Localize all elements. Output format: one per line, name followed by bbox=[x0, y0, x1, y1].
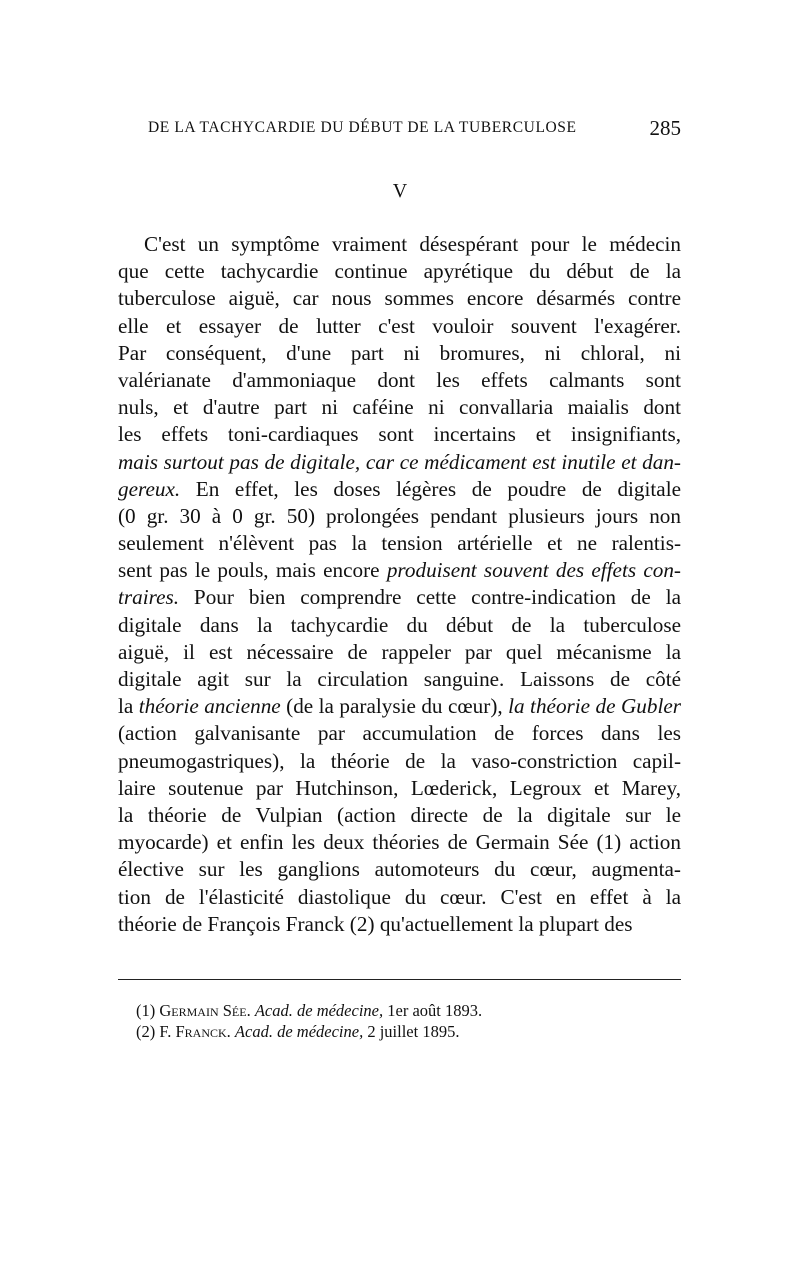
footnote bbox=[136, 1000, 681, 1021]
footnote-date: 2 juillet 1895. bbox=[367, 1022, 460, 1041]
text-line: théorie de François Franck (2) qu'actuellement la plupart des bbox=[118, 911, 633, 936]
page-number: 285 bbox=[649, 116, 681, 140]
footnote-date: 1er août 1893. bbox=[387, 1001, 483, 1020]
footnote-marker: (2) bbox=[136, 1022, 156, 1041]
running-header bbox=[148, 116, 681, 140]
text-line: traires. Pour bien comprendre cette contre-indication de la bbox=[118, 585, 681, 610]
text-line: aiguë, il est nécessaire de rappeler par quel mécanisme la bbox=[118, 639, 681, 664]
text-line: tion de l'élasticité diastolique du cœur. C'est en effet à la bbox=[118, 884, 681, 909]
text-line-italic: mais surtout pas de digitale, car ce médicament est inutile et dan- bbox=[118, 449, 681, 474]
text-line: nuls, et d'autre part ni caféine ni convallaria maialis dont bbox=[118, 395, 681, 420]
footnote-divider bbox=[118, 979, 681, 980]
section-number: V bbox=[392, 180, 408, 202]
text-line: les effets toni-cardiaques sont incertains et insignifiants, bbox=[118, 422, 681, 447]
body-text bbox=[118, 231, 681, 938]
footnote-author: Germain Sée. bbox=[159, 1001, 251, 1020]
running-title: DE LA TACHYCARDIE DU DÉBUT DE LA TUBERCULOSE bbox=[148, 119, 577, 136]
text-line: sent pas le pouls, mais encore produisent souvent des effets con- bbox=[118, 558, 681, 583]
footnote bbox=[136, 1021, 681, 1042]
text-line: que cette tachycardie continue apyrétique du début de la bbox=[118, 259, 681, 284]
text-line: la théorie ancienne (de la paralysie du cœur), la théorie de Gubler bbox=[118, 694, 681, 719]
text-line: digitale dans la tachycardie du début de la tuberculose bbox=[118, 612, 681, 637]
text-line: seulement n'élèvent pas la tension artérielle et ne ralentis- bbox=[118, 531, 681, 556]
footnote-source: Acad. de médecine, bbox=[254, 1001, 384, 1020]
text-line: (0 gr. 30 à 0 gr. 50) prolongées pendant plusieurs jours non bbox=[118, 503, 681, 528]
text-line: C'est un symptôme vraiment désespérant pour le médecin bbox=[144, 232, 681, 256]
text-line: gereux. En effet, les doses légères de poudre de digitale bbox=[118, 476, 681, 501]
text-line: elle et essayer de lutter c'est vouloir souvent l'exagérer. bbox=[118, 313, 681, 338]
footnote-author: F. Franck. bbox=[159, 1022, 231, 1041]
text-line: digitale agit sur la circulation sanguine. Laissons de côté bbox=[118, 667, 681, 691]
footnote-marker: (1) bbox=[136, 1001, 156, 1020]
text-line: Par conséquent, d'une part ni bromures, ni chloral, ni bbox=[118, 340, 681, 365]
footnotes bbox=[136, 1000, 681, 1042]
text-line: pneumogastriques), la théorie de la vaso-constriction capil- bbox=[118, 748, 681, 773]
text-line: valérianate d'ammoniaque dont les effets calmants sont bbox=[118, 367, 681, 392]
text-line: (action galvanisante par accumulation de forces dans les bbox=[118, 721, 681, 746]
text-line: laire soutenue par Hutchinson, Lœderick, Legroux et Marey, bbox=[118, 775, 681, 800]
text-line: élective sur les ganglions automoteurs du cœur, augmenta- bbox=[118, 857, 681, 882]
text-line: tuberculose aiguë, car nous sommes encore désarmés contre bbox=[118, 286, 681, 311]
footnote-source: Acad. de médecine, bbox=[234, 1022, 364, 1041]
text-line: myocarde) et enfin les deux théories de Germain Sée (1) action bbox=[118, 830, 681, 855]
text-line: la théorie de Vulpian (action directe de la digitale sur le bbox=[118, 802, 681, 827]
